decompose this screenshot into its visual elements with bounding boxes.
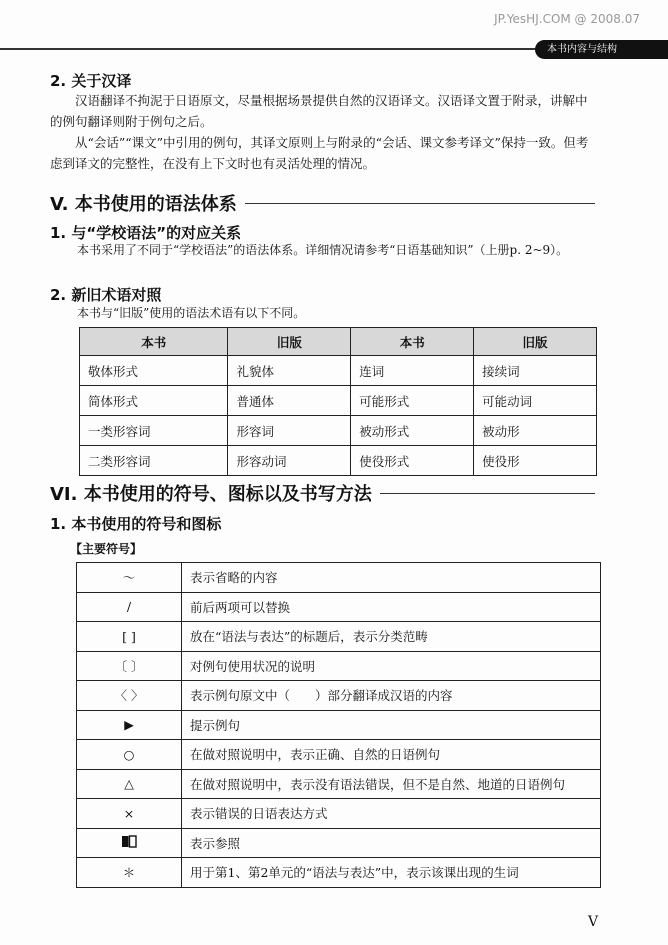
section-tab: 本书内容与结构 xyxy=(535,40,668,59)
description-cell: 表示省略的内容 xyxy=(182,563,601,593)
cell: 一类形容词 xyxy=(80,416,228,446)
cell: 被动形 xyxy=(474,416,597,446)
subsection-label: 【主要符号】 xyxy=(70,542,143,556)
table-row xyxy=(77,769,601,799)
table-row xyxy=(77,622,601,652)
symbol-cell: ～ xyxy=(77,563,182,593)
page-number: V xyxy=(588,914,599,930)
symbol-cell: ○ xyxy=(77,740,182,770)
table-row xyxy=(80,356,597,386)
paragraph: 本书与“旧版”使用的语法术语有以下不同。 xyxy=(77,306,306,320)
cell: 敬体形式 xyxy=(80,356,228,386)
book-reference-icon xyxy=(121,835,137,848)
table-row xyxy=(77,592,601,622)
cell: 形容动词 xyxy=(228,446,351,476)
description-cell: 表示参照 xyxy=(182,828,601,858)
paragraph: 从“会话”“课文”中引用的例句，其译文原则上与附录的“会话、课文参考译文”保持一致。但考虑到译文的完整性，在没有上下文时也有灵活处理的情况。 xyxy=(50,135,589,171)
cell: 形容词 xyxy=(228,416,351,446)
chapter-title: V. 本书使用的语法体系 xyxy=(50,194,237,215)
section-heading: 1. 本书使用的符号和图标 xyxy=(50,515,222,533)
symbol-cell: 〔 〕 xyxy=(77,651,182,681)
table-row xyxy=(77,681,601,711)
paragraph: 本书采用了不同于“学校语法”的语法体系。详细情况请参考“日语基础知识”（上册p. 2~9）。 xyxy=(77,243,569,257)
section-heading: 2. 关于汉译 xyxy=(50,72,132,90)
col-header: 旧版 xyxy=(474,328,597,356)
cell: 被动形式 xyxy=(351,416,474,446)
table-row xyxy=(77,858,601,888)
terminology-table xyxy=(79,327,597,476)
cell: 礼貌体 xyxy=(228,356,351,386)
symbol-cell: × xyxy=(77,799,182,829)
symbol-cell: 〈 〉 xyxy=(77,681,182,711)
symbols-table xyxy=(76,562,601,888)
chapter-title: VI. 本书使用的符号、图标以及书写方法 xyxy=(50,484,372,505)
cell: 连词 xyxy=(351,356,474,386)
table-row xyxy=(80,446,597,476)
description-cell: 表示错误的日语表达方式 xyxy=(182,799,601,829)
description-cell: 对例句使用状况的说明 xyxy=(182,651,601,681)
table-row xyxy=(77,740,601,770)
cell: 使役形 xyxy=(474,446,597,476)
symbol-cell xyxy=(77,828,182,858)
symbol-cell: ▶ xyxy=(77,710,182,740)
table-row xyxy=(77,563,601,593)
cell: 可能形式 xyxy=(351,386,474,416)
description-cell: 放在“语法与表达”的标题后，表示分类范畴 xyxy=(182,622,601,652)
cell: 简体形式 xyxy=(80,386,228,416)
description-cell: 在做对照说明中，表示正确、自然的日语例句 xyxy=(182,740,601,770)
col-header: 本书 xyxy=(80,328,228,356)
cell: 二类形容词 xyxy=(80,446,228,476)
header-rule xyxy=(0,48,560,50)
symbol-cell: / xyxy=(77,592,182,622)
table-row xyxy=(77,710,601,740)
section-heading: 1. 与“学校语法”的对应关系 xyxy=(50,224,242,242)
col-header: 旧版 xyxy=(228,328,351,356)
section-heading: 2. 新旧术语对照 xyxy=(50,286,162,304)
watermark: JP.YesHJ.COM @ 2008.07 xyxy=(494,12,640,26)
heading-rule xyxy=(380,493,595,494)
table-row xyxy=(77,828,601,858)
symbol-cell: △ xyxy=(77,769,182,799)
table-row xyxy=(80,416,597,446)
table-row xyxy=(77,799,601,829)
table-row xyxy=(77,651,601,681)
symbol-cell: [ ] xyxy=(77,622,182,652)
table-row xyxy=(80,386,597,416)
symbol-cell: ＊ xyxy=(77,858,182,888)
col-header: 本书 xyxy=(351,328,474,356)
cell: 可能动词 xyxy=(474,386,597,416)
description-cell: 表示例句原文中（ ）部分翻译成汉语的内容 xyxy=(182,681,601,711)
cell: 使役形式 xyxy=(351,446,474,476)
description-cell: 前后两项可以替换 xyxy=(182,592,601,622)
paragraph: 汉语翻译不拘泥于日语原文，尽量根据场景提供自然的汉语译文。汉语译文置于附录，讲解中的例句翻译则附于例句之后。 xyxy=(50,93,588,129)
chapter-heading-vi xyxy=(50,480,595,506)
description-cell: 在做对照说明中，表示没有语法错误，但不是自然、地道的日语例句 xyxy=(182,769,601,799)
chapter-heading-v xyxy=(50,190,595,216)
cell: 接续词 xyxy=(474,356,597,386)
heading-rule xyxy=(245,203,595,204)
description-cell: 用于第1、第2单元的“语法与表达”中，表示该课出现的生词 xyxy=(182,858,601,888)
cell: 普通体 xyxy=(228,386,351,416)
description-cell: 提示例句 xyxy=(182,710,601,740)
